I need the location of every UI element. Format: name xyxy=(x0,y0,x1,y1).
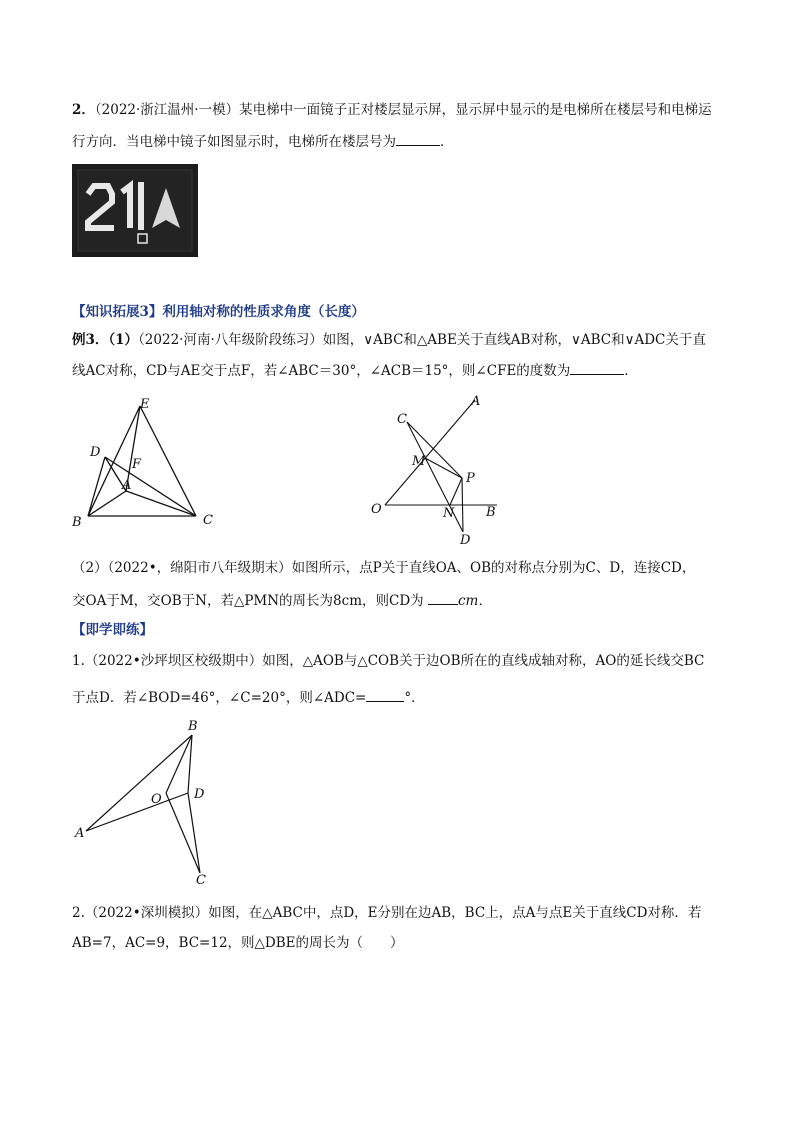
fig3-label-A: A xyxy=(75,826,85,841)
q2-line2 xyxy=(72,131,454,152)
fig1-label-B: B xyxy=(72,515,82,530)
ex3-part2-answer-blank[interactable] xyxy=(428,590,458,605)
ex3-part2-line1: （2）（2022•，绵阳市八年级期末）如图所示，点P关于直线OA、OB的对称点分别为C、D，连接CD， xyxy=(72,560,696,576)
practice1-line1: 1.（2022•沙坪坝区校级期中）如图，△AOB与△COB关于边OB所在的直线成轴对称，AO的延长线交BC xyxy=(72,653,705,669)
elevator-display-graphic xyxy=(72,164,198,257)
fig1-label-D: D xyxy=(90,445,101,460)
fig2-label-A: A xyxy=(471,394,481,409)
q2-text-2: 行方向．当电梯中镜子如图显示时，电梯所在楼层号为 xyxy=(72,134,396,150)
q2-number: 2． xyxy=(72,102,95,118)
fig2-label-N: N xyxy=(443,506,455,521)
figure-reflection-opc xyxy=(365,392,505,547)
ex3-end: ． xyxy=(624,363,638,379)
section-header: 【知识拓展3】利用轴对称的性质求角度（长度） xyxy=(72,304,365,320)
practice2-line1: 2.（2022•深圳模拟）如图，在△ABC中，点D，E分别在边AB，BC上，点A与点E关于直线CD对称．若 xyxy=(72,905,702,921)
practice1-line2 xyxy=(72,687,425,708)
practice1-answer-blank[interactable] xyxy=(366,687,404,702)
fig2-label-D: D xyxy=(460,533,471,547)
ex3-part2-text: 交OA于M，交OB于N，若△PMN的周长为8cm，则CD为 xyxy=(72,593,424,609)
separator-bar xyxy=(138,182,144,230)
figure-triangles-abe xyxy=(70,393,230,533)
q2-end: ． xyxy=(440,134,454,150)
fig2-label-B: B xyxy=(486,505,496,520)
q2-answer-blank[interactable] xyxy=(396,131,440,146)
ex3-part1-label: （1） xyxy=(108,332,139,348)
q2-line1 xyxy=(72,100,712,120)
practice1-degree: °． xyxy=(404,690,425,706)
fig2-label-C: C xyxy=(397,412,407,427)
fig2-label-O: O xyxy=(371,502,382,517)
ex3-line1 xyxy=(72,330,706,350)
fig3-label-D: D xyxy=(194,787,205,802)
fig1-label-A: A xyxy=(122,478,132,493)
fig1-label-C: C xyxy=(203,513,213,528)
figure-aob-cob xyxy=(70,713,220,893)
ex3-text-1: 如图，∨ABC和△ABE关于直线AB对称，∨ABC和∨ADC关于直 xyxy=(322,332,706,348)
ex3-part2-unit: cm． xyxy=(457,593,492,609)
q2-source: （2022·浙江温州·一模） xyxy=(94,102,240,118)
fig3-label-O: O xyxy=(151,792,162,807)
fig2-label-M: M xyxy=(412,454,426,469)
elevator-display-image xyxy=(72,164,198,257)
q2-text-1: 某电梯中一面镜子正对楼层显示屏，显示屏中显示的是电梯所在楼层号和电梯运 xyxy=(239,102,712,118)
practice1-text: 于点D．若∠BOD=46°，∠C=20°，则∠ADC= xyxy=(72,690,367,706)
fig2-label-P: P xyxy=(466,471,475,486)
ex3-lead: 例3． xyxy=(72,332,109,348)
ex3-line2 xyxy=(72,360,638,381)
ex3-answer-blank[interactable] xyxy=(570,360,624,375)
fig3-label-B: B xyxy=(188,719,198,734)
ex3-part1-source: （2022·河南·八年级阶段练习） xyxy=(138,332,323,348)
fig1-label-F: F xyxy=(132,457,142,472)
fig1-label-E: E xyxy=(140,397,150,412)
fig3-label-C: C xyxy=(196,873,206,888)
ex3-part2-line2 xyxy=(72,590,492,611)
practice2-line2: AB=7，AC=9，BC=12，则△DBE的周长为（ ） xyxy=(72,935,404,951)
ex3-text-2: 线AC对称，CD与AE交于点F，若∠ABC＝30°，∠ACB＝15°，则∠CFE的度数为 xyxy=(72,363,571,379)
practice-header: 【即学即练】 xyxy=(72,622,153,638)
